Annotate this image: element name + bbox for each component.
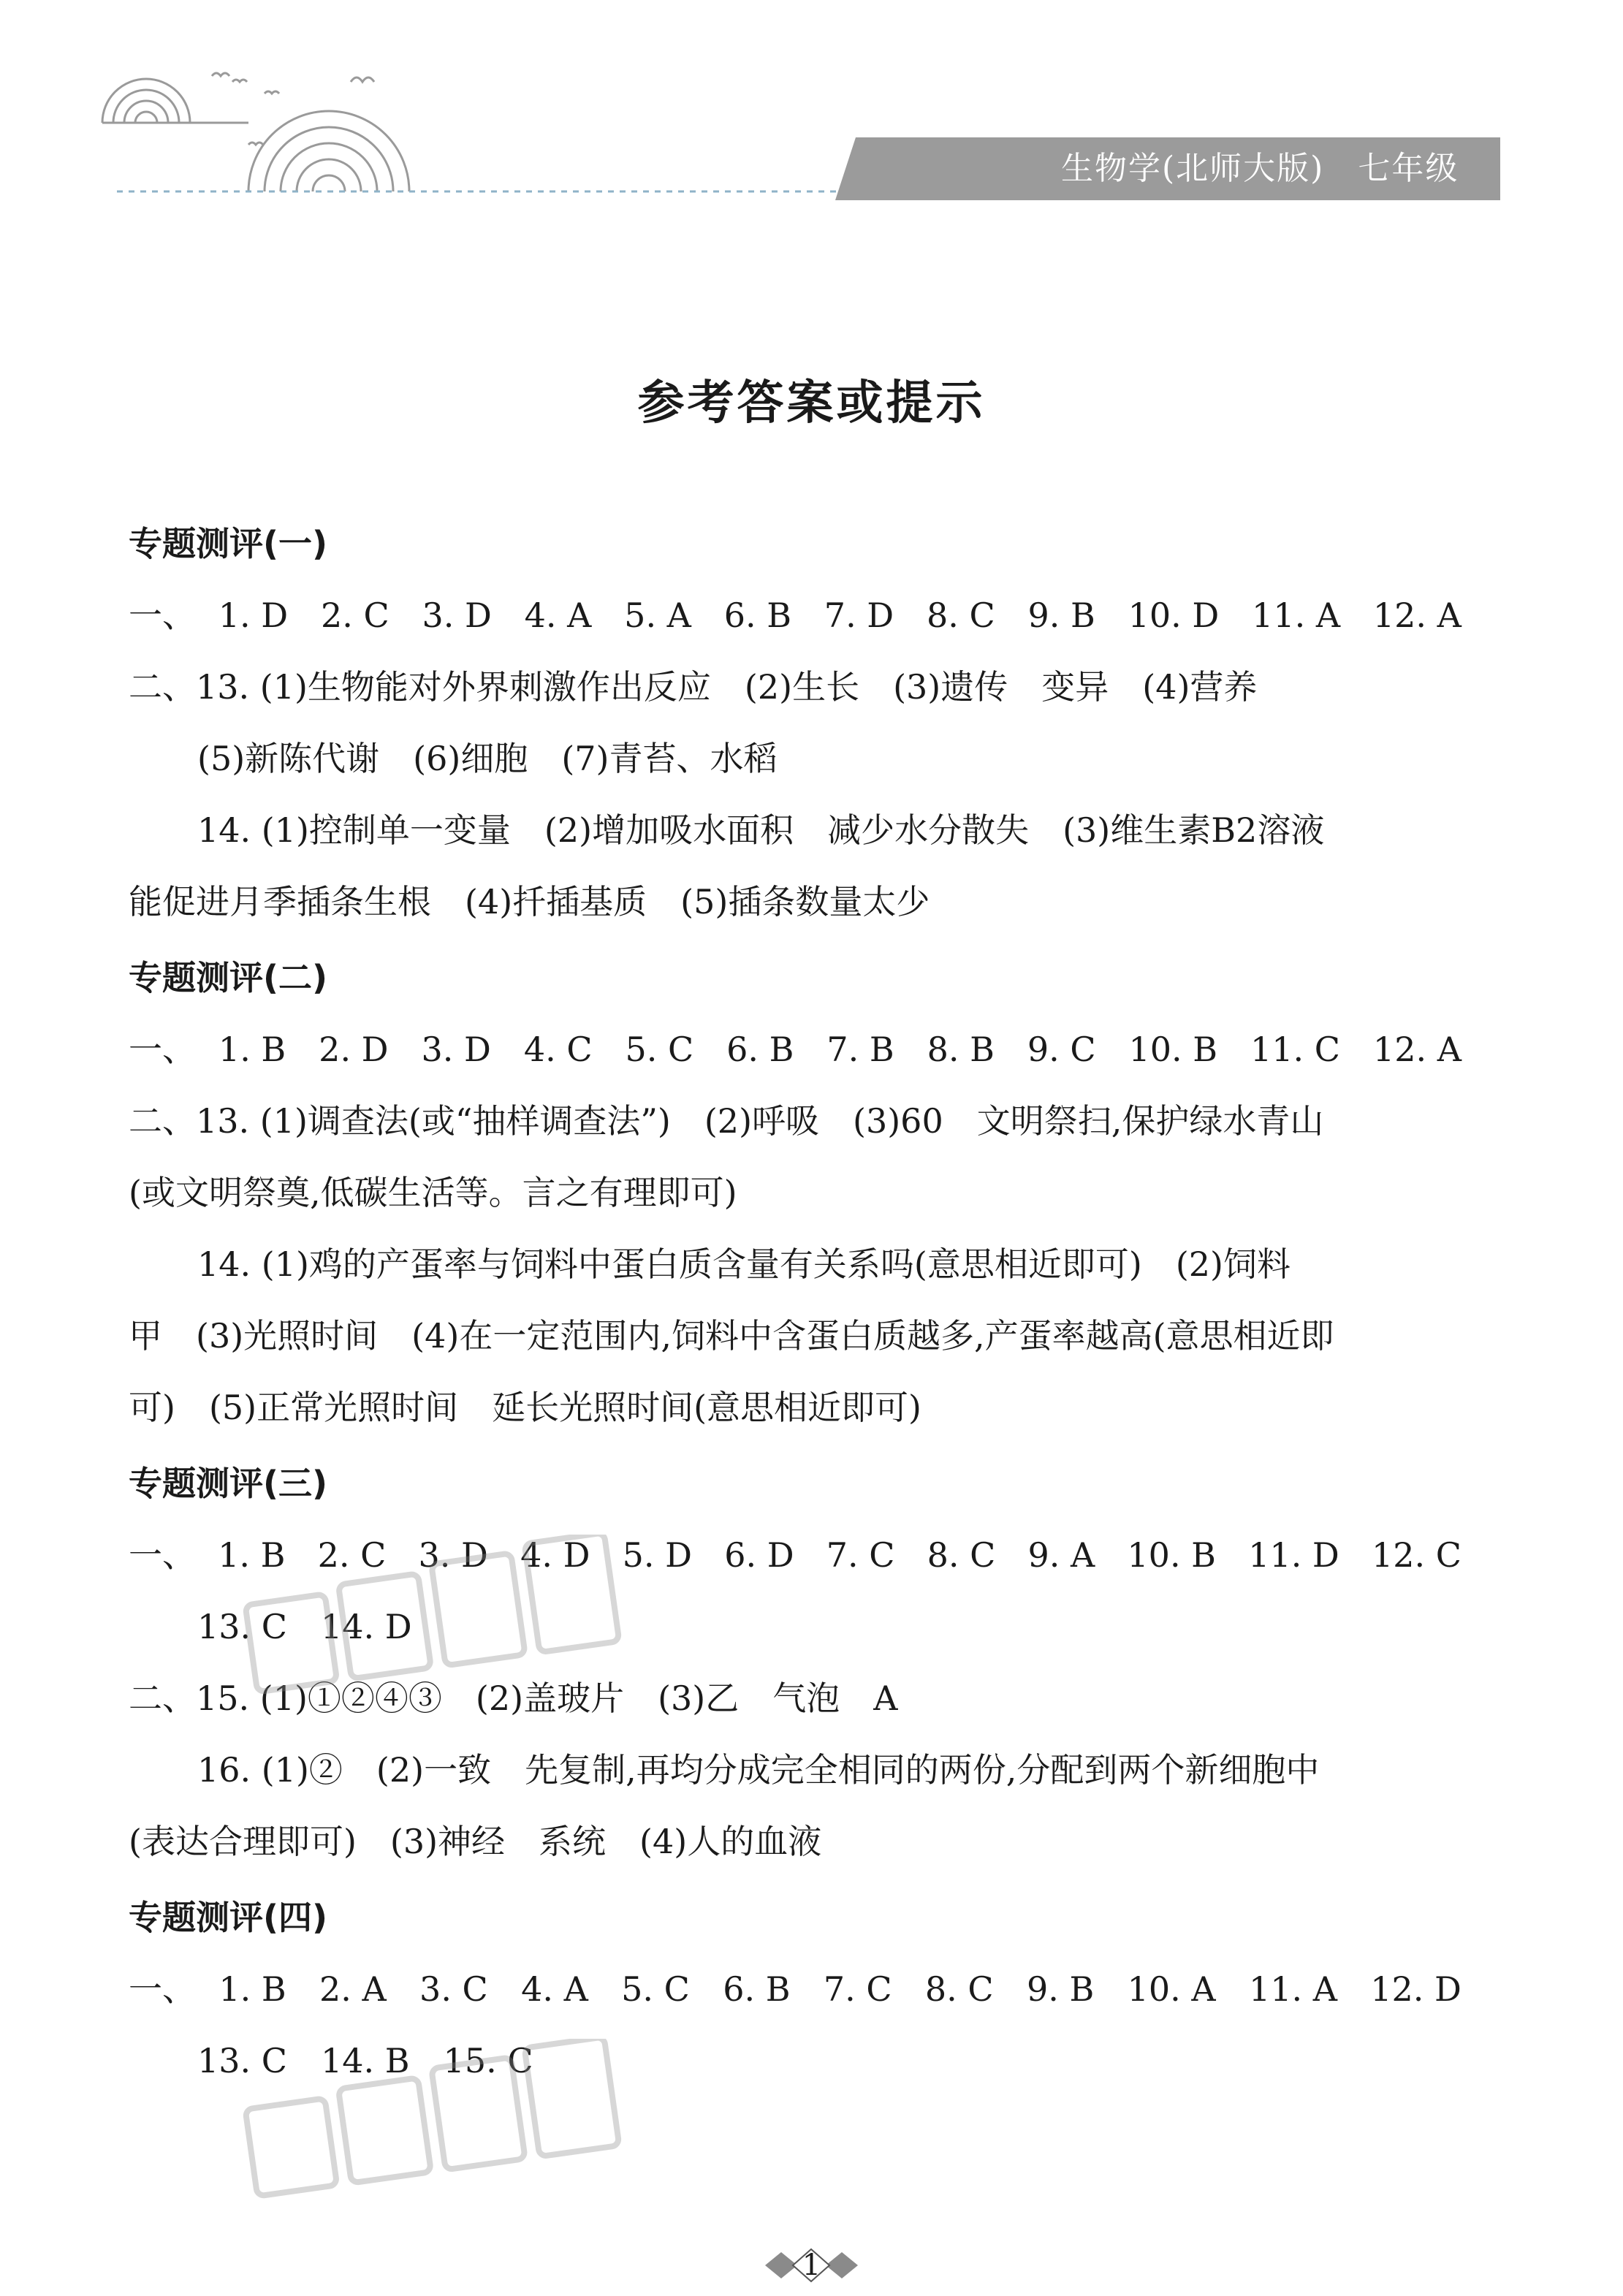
answer-line: 二、13. (1)调查法(或“抽样调查法”) (2)呼吸 (3)60 文明祭扫,保护绿水青山 [129, 1101, 1324, 1141]
answer-line: (或文明祭奠,低碳生活等。言之有理即可) [129, 1173, 737, 1212]
section-heading: 专题测评(一) [129, 524, 328, 563]
section-heading: 专题测评(四) [129, 1898, 328, 1937]
answer-line: 13. C 14. B 15. C [197, 2041, 533, 2080]
watermark [234, 2039, 643, 2200]
section-heading: 专题测评(三) [129, 1464, 328, 1503]
subject-label: 生物学(北师大版) [1061, 150, 1325, 187]
mc-answer-row: 一、 1. B 2. D 3. D 4. C 5. C 6. B 7. B 8. B 9. C 10. B 11. C 12. A [129, 1030, 1462, 1069]
header-title [1061, 143, 1459, 194]
answer-line: 13. C 14. D [197, 1607, 412, 1646]
page-title: 参考答案或提示 [637, 376, 986, 430]
mc-answer-row: 一、 1. D 2. C 3. D 4. A 5. A 6. B 7. D 8. C 9. B 10. D 11. A 12. A [129, 596, 1462, 635]
answer-line: (表达合理即可) (3)神经 系统 (4)人的血液 [129, 1822, 822, 1861]
section-heading: 专题测评(二) [129, 958, 328, 997]
page-number-text: 1 [802, 2249, 821, 2282]
answer-line: 甲 (3)光照时间 (4)在一定范围内,饲料中含蛋白质越多,产蛋率越高(意思相近即 [129, 1316, 1334, 1356]
answer-line: 能促进月季插条生根 (4)扦插基质 (5)插条数量太少 [129, 882, 930, 921]
mc-answer-row: 一、 1. B 2. A 3. C 4. A 5. C 6. B 7. C 8. C 9. B 10. A 11. A 12. D [129, 1969, 1462, 2009]
watermark [234, 1535, 643, 1695]
answer-line: 14. (1)控制单一变量 (2)增加吸水面积 减少水分散失 (3)维生素B2溶液 [197, 810, 1325, 850]
grade-label: 七年级 [1358, 150, 1459, 187]
answer-line: 二、13. (1)生物能对外界刺激作出反应 (2)生长 (3)遗传 变异 (4)营养 [129, 667, 1258, 707]
answer-line: (5)新陈代谢 (6)细胞 (7)青苔、水稻 [197, 739, 778, 778]
page-number [765, 2248, 858, 2283]
answer-line: 14. (1)鸡的产蛋率与饲料中蛋白质含量有关系吗(意思相近即可) (2)饲料 [197, 1244, 1291, 1284]
answer-line: 16. (1)② (2)一致 先复制,再均分成完全相同的两份,分配到两个新细胞中 [197, 1750, 1320, 1790]
mc-answer-row: 一、 1. B 2. C 3. D 4. D 5. D 6. D 7. C 8. C 9. A 10. B 11. D 12. C [129, 1535, 1462, 1575]
answer-line: 可) (5)正常光照时间 延长光照时间(意思相近即可) [129, 1388, 921, 1427]
answer-line: 二、15. (1)①②④③ (2)盖玻片 (3)乙 气泡 A [129, 1679, 898, 1718]
